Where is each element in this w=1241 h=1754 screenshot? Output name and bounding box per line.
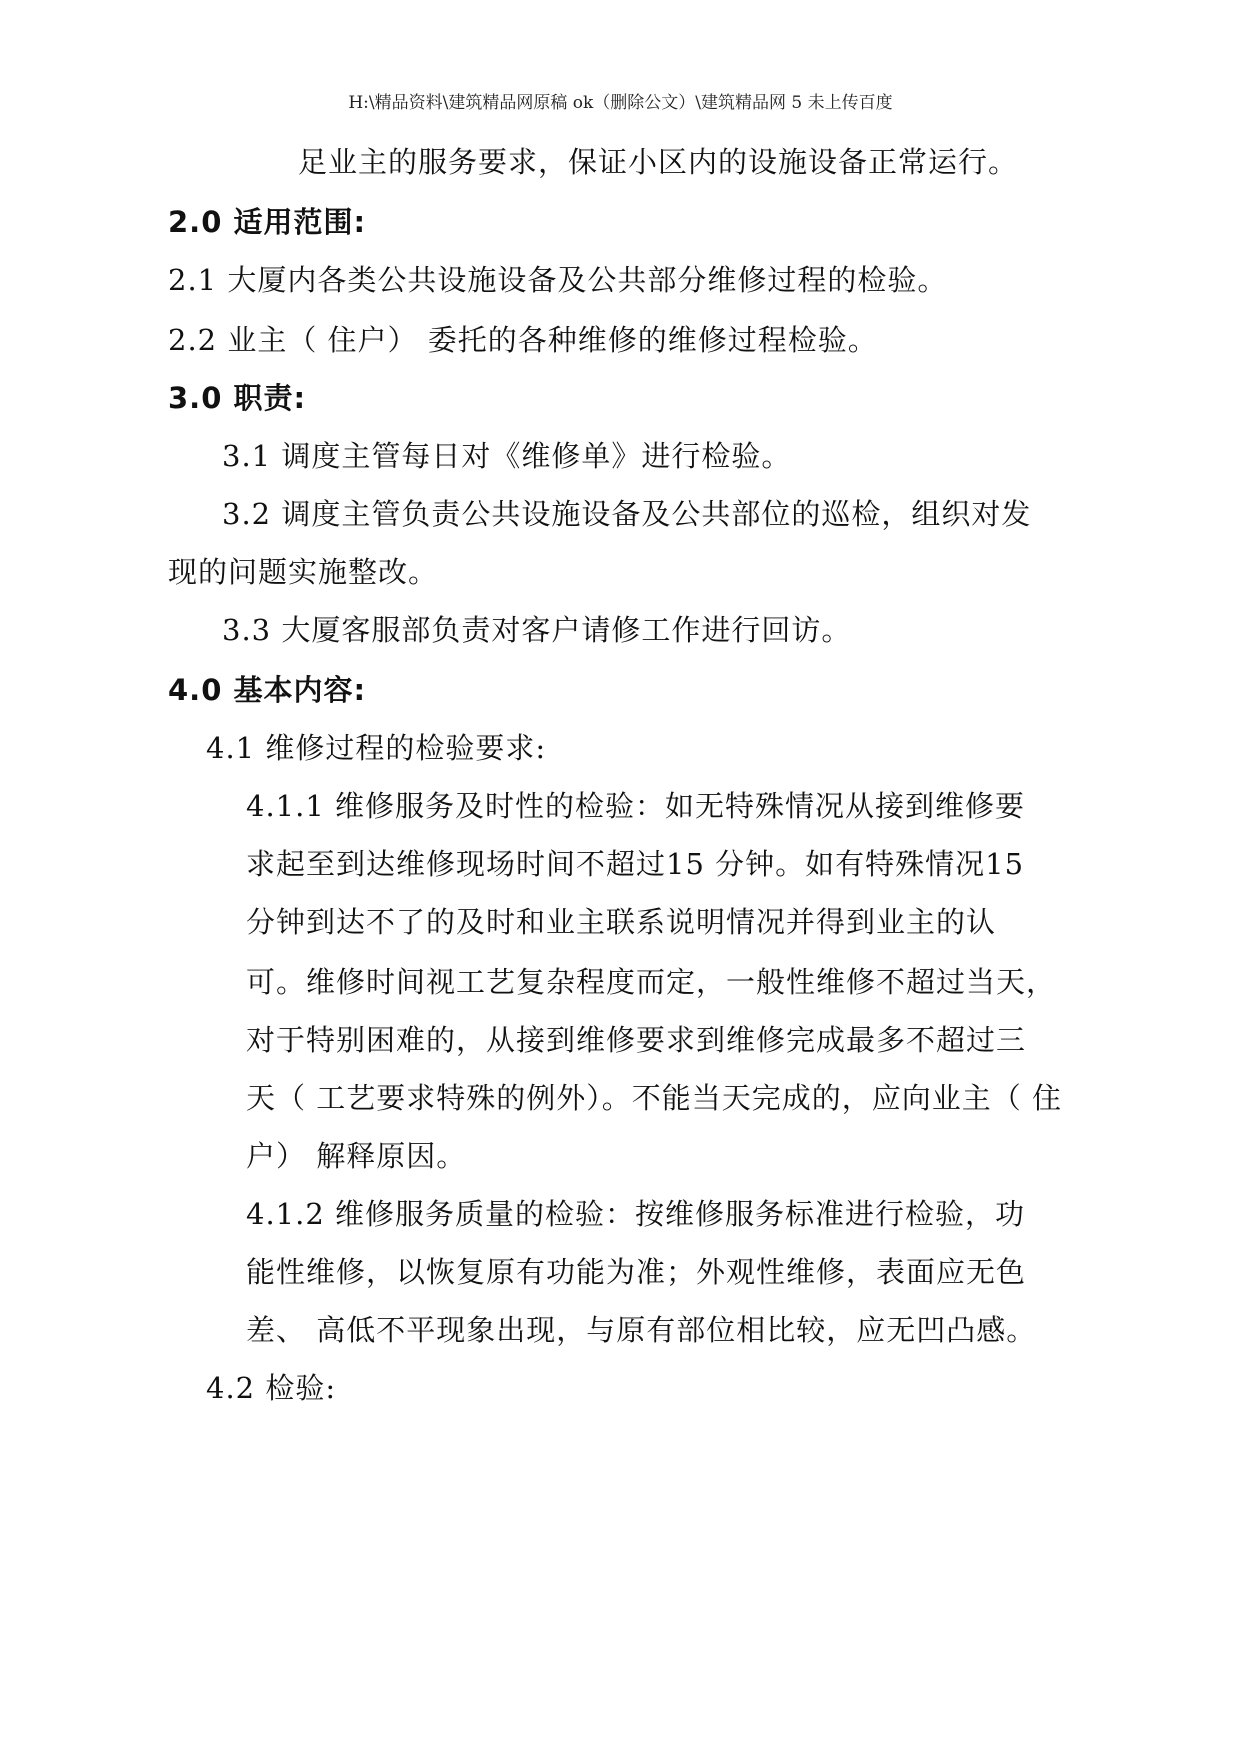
item-4-1-1-line-6: 天（ 工艺要求特殊的例外）。不能当天完成的，应向业主（ 住 (246, 1081, 1062, 1115)
item-4-1: 4.1 维修过程的检验要求: (206, 731, 547, 765)
item-2-1: 2.1 大厦内各类公共设施设备及公共部分维修过程的检验。 (168, 263, 948, 297)
item-4-1-2-line-2: 能性维修，以恢复原有功能为准；外观性维修，表面应无色 (246, 1255, 1027, 1289)
item-3-2-line-1: 3.2 调度主管负责公共设施设备及公共部位的巡检，组织对发 (222, 497, 1032, 531)
section-2-heading: 2.0 适用范围: (168, 205, 367, 239)
item-4-1-1-line-3: 分钟到达不了的及时和业主联系说明情况并得到业主的认 (246, 905, 997, 939)
item-4-1-1-line-2: 求起至到达维修现场时间不超过15 分钟。如有特殊情况15 (246, 847, 1025, 881)
item-4-2: 4.2 检验: (206, 1371, 337, 1405)
item-4-1-1-line-1: 4.1.1 维修服务及时性的检验：如无特殊情况从接到维修要 (246, 789, 1026, 823)
item-4-1-1-line-5: 对于特别困难的，从接到维修要求到维修完成最多不超过三 (246, 1023, 1027, 1057)
item-4-1-2-line-3: 差、 高低不平现象出现，与原有部位相比较，应无凹凸感。 (246, 1313, 1037, 1347)
section-4-heading: 4.0 基本内容: (168, 673, 367, 707)
item-4-1-2-line-1: 4.1.2 维修服务质量的检验：按维修服务标准进行检验，功 (246, 1197, 1026, 1231)
item-3-3: 3.3 大厦客服部负责对客户请修工作进行回访。 (222, 613, 852, 647)
section-3-heading: 3.0 职责: (168, 381, 307, 415)
item-3-2-line-2: 现的问题实施整改。 (168, 555, 439, 589)
item-4-1-1-line-4: 可。维修时间视工艺复杂程度而定，一般性维修不超过当天， (246, 965, 1057, 999)
document-header-path: H:\精品资料\建筑精品网原稿 ok（删除公文）\建筑精品网 5 未上传百度 (348, 93, 893, 113)
item-2-2: 2.2 业主（ 住户） 委托的各种维修的维修过程检验。 (168, 323, 878, 357)
item-3-1: 3.1 调度主管每日对《维修单》进行检验。 (222, 439, 792, 473)
purpose-continuation: 足业主的服务要求，保证小区内的设施设备正常运行。 (298, 145, 1019, 179)
item-4-1-1-line-7: 户） 解释原因。 (246, 1139, 467, 1173)
